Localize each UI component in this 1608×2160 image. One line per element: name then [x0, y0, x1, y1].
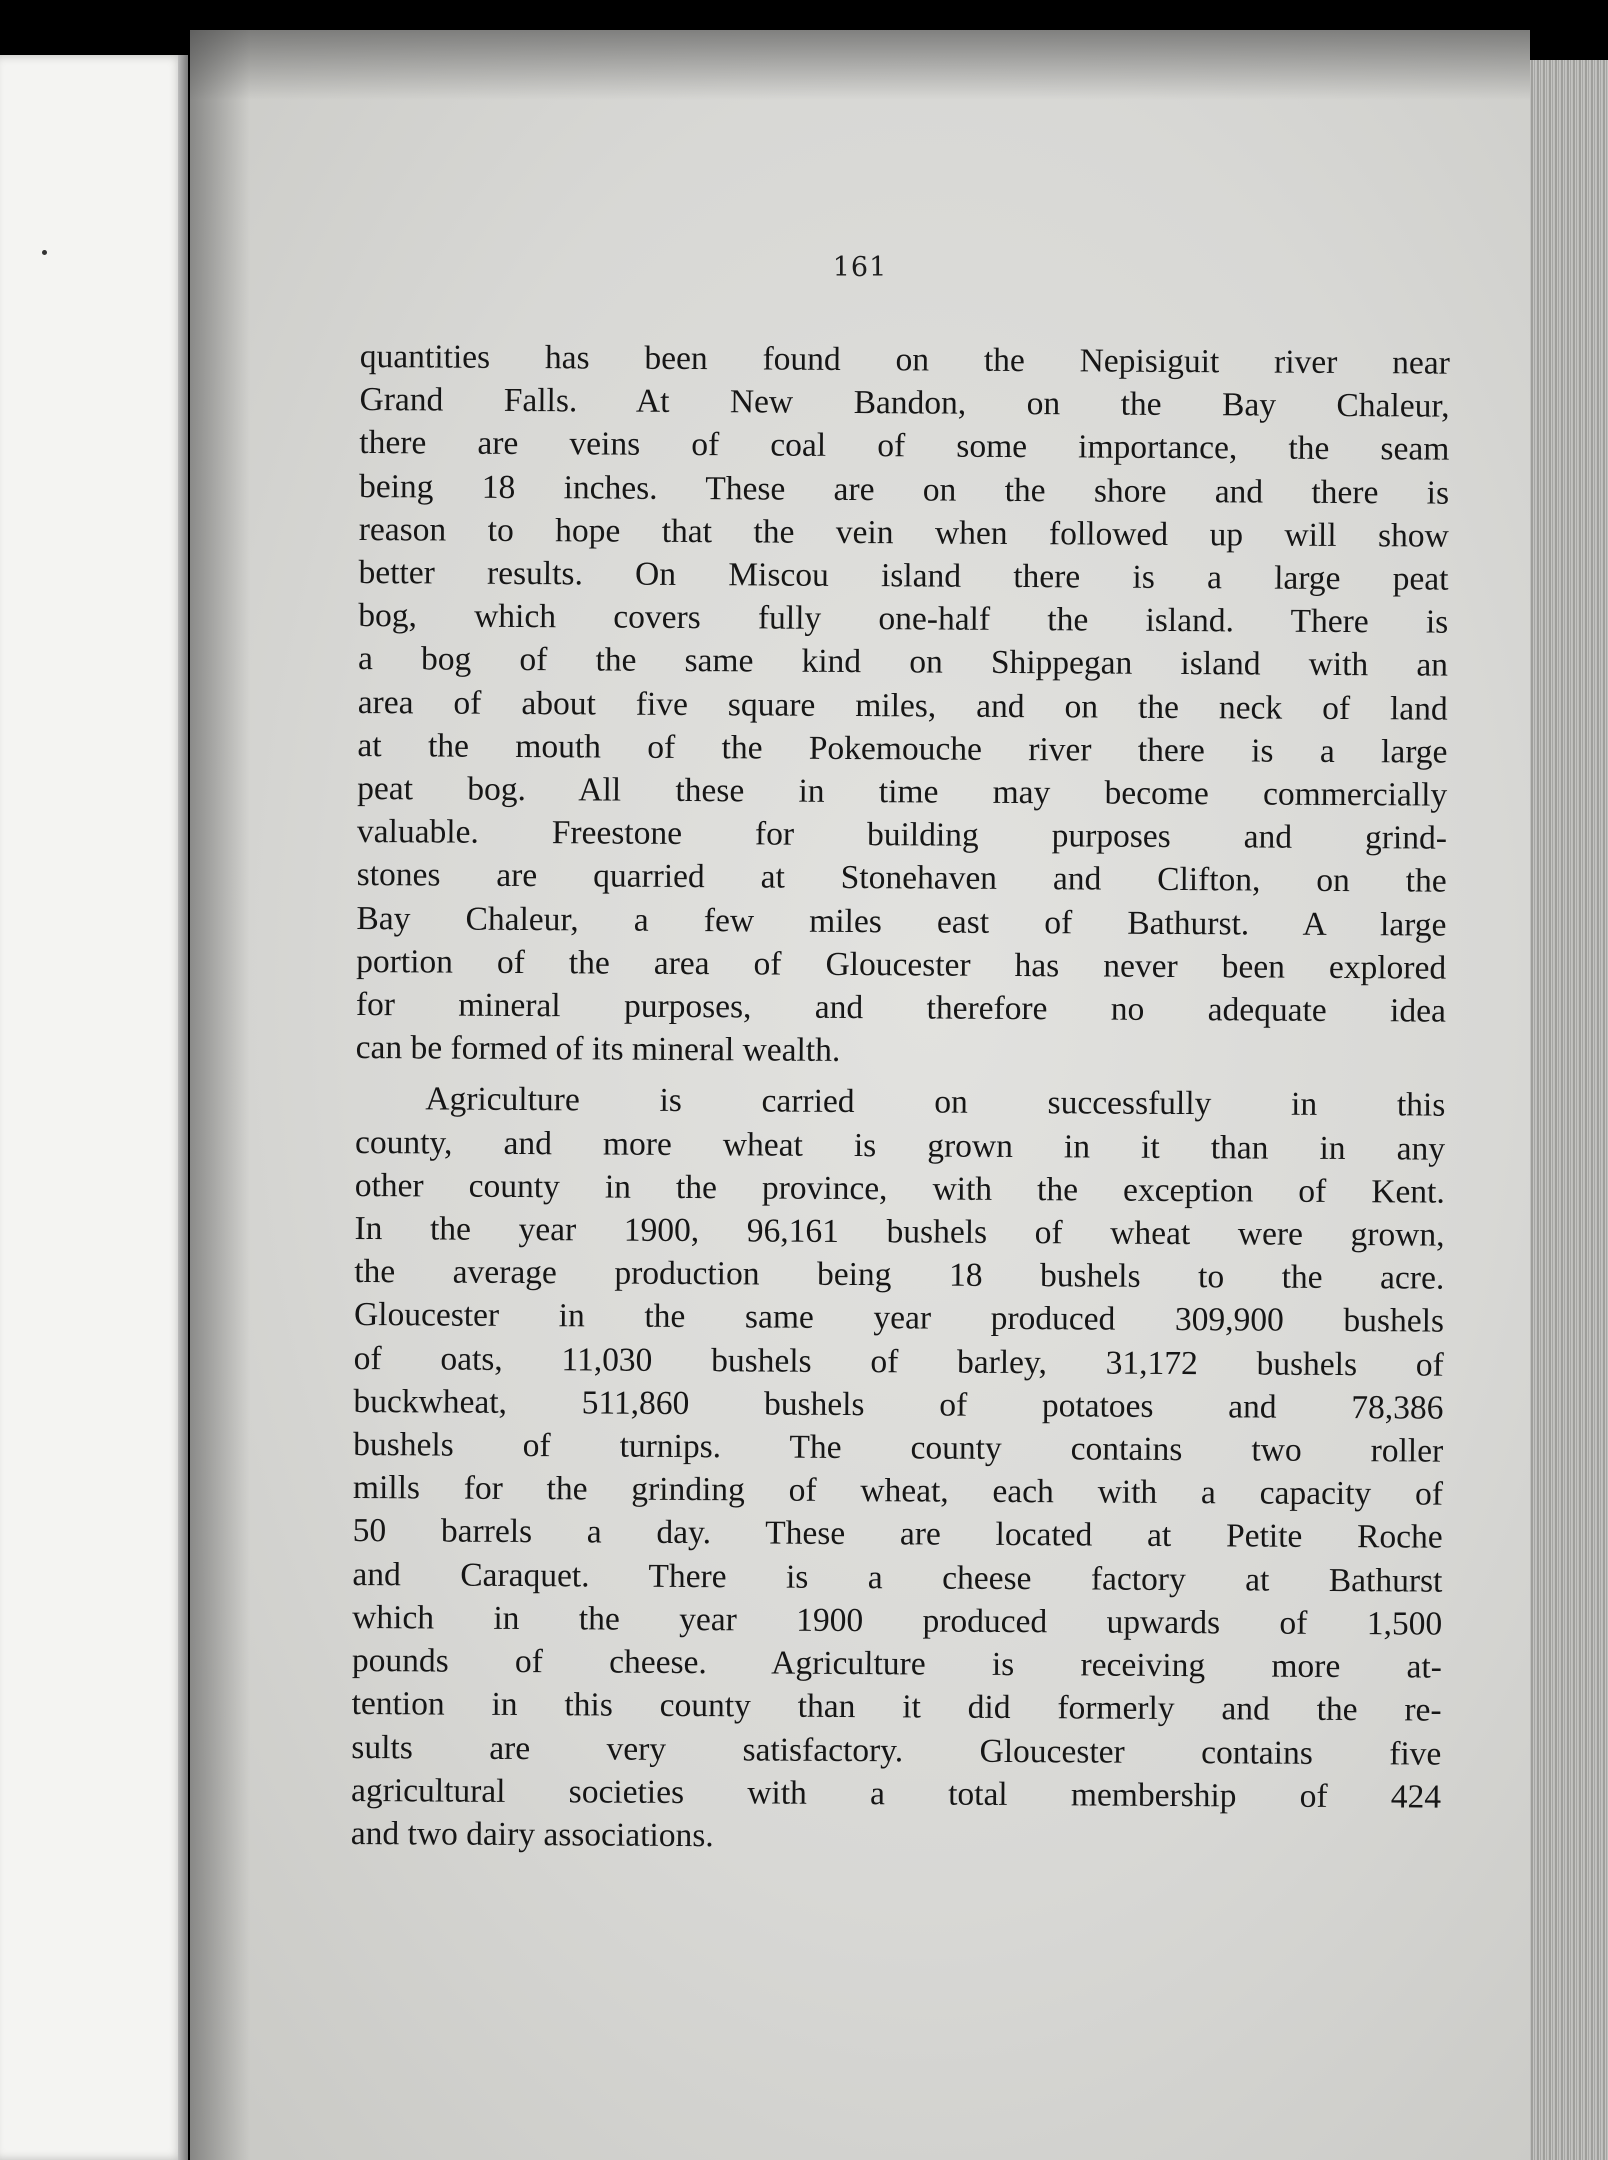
text-line: for mineral purposes, and therefore no adequate idea: [355, 986, 1447, 1030]
text-line: Bay Chaleur, a few miles east of Bathurst. A large: [356, 899, 1447, 944]
text-line: area of about five square miles, and on the neck of land: [357, 683, 1448, 728]
text-line: a bog of the same kind on Shippegan island with an: [357, 640, 1449, 685]
text-line: quantities has been found on the Nepisiguit river near: [359, 337, 1450, 382]
text-line: other county in the province, with the exception of Kent.: [354, 1166, 1445, 1211]
paragraph-1: [356, 335, 1450, 1076]
text-line: agricultural societies with a total membership of 424: [350, 1771, 1442, 1816]
text-line: portion of the area of Gloucester has never been explored: [356, 942, 1447, 987]
text-line: sults are very satisfactory. Gloucester contains five: [351, 1728, 1442, 1773]
text-line: there are veins of coal of some importance, the seam: [359, 424, 1450, 469]
left-blank-page: [0, 55, 185, 2160]
right-page-edges: [1528, 60, 1608, 2160]
text-line: which in the year 1900 produced upwards of 1,500: [352, 1598, 1443, 1643]
text-line: Gloucester in the same year produced 309,900 bushels: [353, 1296, 1445, 1341]
text-line: In the year 1900, 96,161 bushels of wheat were grown,: [354, 1210, 1445, 1254]
text-line: better results. On Miscou island there is a large peat: [358, 554, 1449, 598]
text-line: Agriculture is carried on successfully in this: [425, 1080, 1446, 1125]
page-number: 161: [832, 252, 888, 283]
text-line: county, and more wheat is grown in it than in any: [354, 1123, 1446, 1168]
text-line: Grand Falls. At New Bandon, on the Bay Chaleur,: [359, 381, 1450, 425]
text-line: and Caraquet. There is a cheese factory at Bathurst: [352, 1555, 1443, 1600]
left-page-speck: [42, 250, 47, 255]
text-line: peat bog. All these in time may become commercially: [357, 770, 1448, 814]
paragraph-2: [351, 1077, 1446, 1861]
gutter-shadow: [190, 30, 250, 2160]
text-line: being 18 inches. These are on the shore and there is: [358, 467, 1450, 512]
text-line: bushels of turnips. The county contains two roller: [353, 1426, 1444, 1470]
text-line: of oats, 11,030 bushels of barley, 31,172 bushels of: [353, 1339, 1444, 1384]
text-line: and two dairy associations.: [350, 1814, 714, 1855]
text-line: can be formed of its mineral wealth.: [355, 1029, 841, 1070]
text-line: stones are quarried at Stonehaven and Clifton, on the: [356, 856, 1447, 901]
text-line: reason to hope that the vein when followed up will show: [358, 510, 1449, 555]
text-line: valuable. Freestone for building purposes and grind-: [356, 813, 1448, 857]
text-line: 50 barrels a day. These are located at Petite Roche: [352, 1512, 1443, 1557]
left-page-edge: [178, 55, 188, 2160]
text-line: pounds of cheese. Agriculture is receiving more at-: [351, 1642, 1442, 1686]
text-line: mills for the grinding of wheat, each with a capacity of: [352, 1469, 1444, 1513]
text-line: bog, which covers fully one-half the island. There is: [358, 597, 1449, 641]
right-page: [190, 30, 1530, 2160]
text-line: buckwheat, 511,860 bushels of potatoes and 78,386: [353, 1382, 1444, 1427]
text-line: at the mouth of the Pokemouche river there is a large: [357, 726, 1448, 771]
text-line: the average production being 18 bushels to the acre.: [354, 1253, 1445, 1297]
top-shadow: [190, 30, 1530, 100]
text-line: tention in this county than it did formerly and the re-: [351, 1685, 1442, 1729]
body-text: [351, 335, 1450, 1862]
